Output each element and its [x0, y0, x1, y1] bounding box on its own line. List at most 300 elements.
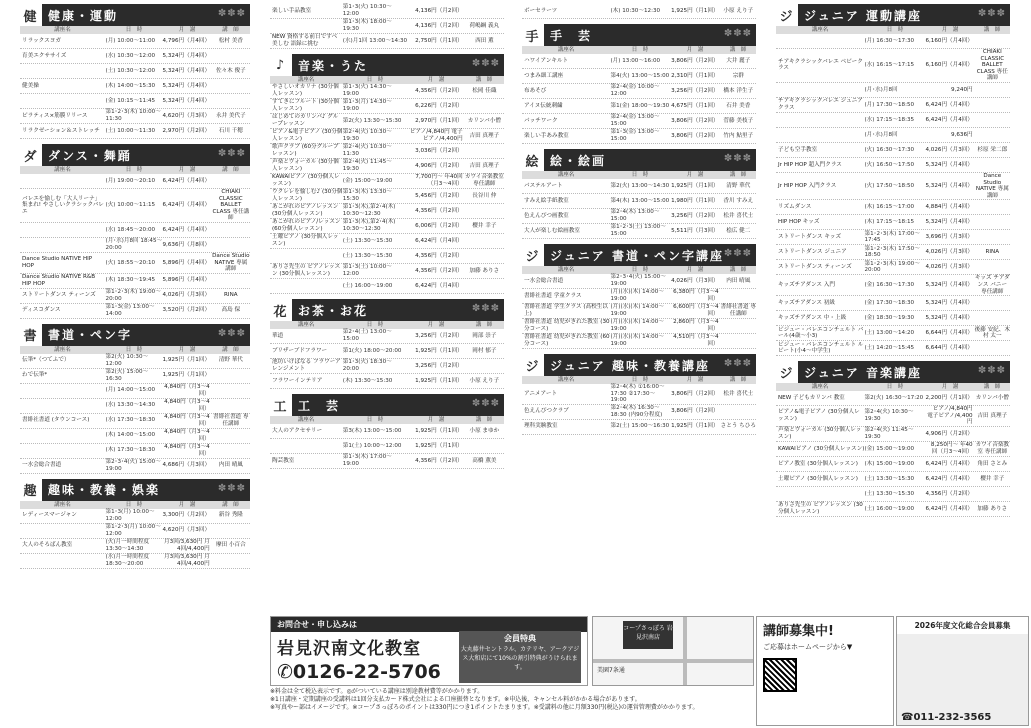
table-header — [522, 266, 756, 274]
course-date: (金) 16:30～17:30 — [864, 281, 915, 288]
table-row — [270, 234, 504, 249]
course-date: 第2(火) 13:00～14:30 — [610, 182, 670, 189]
table-row — [522, 129, 756, 144]
course-inst: 西田 薫 — [475, 37, 494, 44]
header-inst: 講 師 — [222, 27, 239, 33]
course-date: 第2(火) 13:30～15:30 — [342, 117, 402, 124]
course-inst: カリンバ小僧 — [467, 117, 501, 124]
decor-icon: ✽✽✽ — [471, 398, 500, 409]
course-name: リラックスヨガ — [22, 37, 61, 44]
course-date: 第1･2･3(木) 19:00～20:00 — [864, 260, 920, 274]
member-flyer — [896, 616, 1029, 726]
course-fee: 3,256円（月2回） — [671, 212, 719, 219]
course-section — [270, 394, 504, 469]
course-date: 第1(火) 18:00～20:00 — [342, 347, 402, 354]
course-date: (月･水)月8回 — [864, 131, 898, 138]
table-row — [776, 98, 1010, 113]
section-header — [20, 324, 250, 346]
table-row — [776, 215, 1010, 230]
course-fee: 2,970円（月2回） — [162, 127, 211, 134]
recruit-box — [756, 616, 894, 726]
course-name: ピアノ&電子ピアノ (30分個人レッスン) — [778, 409, 860, 423]
course-section — [522, 24, 756, 144]
course-fee: 5,456円（月2回） — [415, 192, 463, 199]
course-fee: 6,424円（月4回） — [162, 202, 211, 209]
section-icon: 花 — [270, 299, 292, 321]
table-row — [20, 94, 250, 109]
table-row — [522, 99, 756, 114]
course-fee: 4,356円（月2回） — [925, 490, 973, 497]
course-date: (水) 13:30～14:30 — [105, 402, 156, 409]
phone-number[interactable]: ✆0126-22-5706 — [277, 661, 441, 683]
table-row — [20, 49, 250, 64]
table-row — [522, 384, 756, 405]
course-date: (土) 13:00～14:20 — [864, 329, 915, 336]
course-name: 楽しい手あみ教室 — [524, 132, 569, 139]
section-title: 健康・運動 — [48, 8, 119, 23]
course-inst: 書緋社書道 専任講師 — [720, 304, 756, 317]
course-date: 第2･4(木) 16:30～18:30 (内90分程度) — [610, 405, 663, 418]
section-header — [776, 4, 1010, 26]
course-inst: 香川 すみえ — [723, 197, 754, 204]
header-inst: 講 師 — [475, 77, 493, 83]
table-row — [522, 420, 756, 435]
course-inst: 内田 晴風 — [726, 277, 751, 284]
table-row — [522, 194, 756, 209]
course-inst: Dance Studio NATIVE 専属講師 — [212, 252, 250, 273]
course-fee: 4,840円（月3～4回） — [164, 429, 210, 442]
course-fee: 4,356円（月2回） — [415, 207, 463, 214]
course-fee: 1,925円（月1回） — [162, 357, 211, 364]
course-name: ストリートダンス ティーンズ — [778, 264, 852, 271]
course-inst: 角田 さとみ — [977, 460, 1008, 467]
course-name: キッズチアダンス 中・上級 — [778, 314, 847, 321]
decor-icon: ✽✽✽ — [723, 248, 752, 259]
course-name: 大人のそろばん教室 — [22, 542, 73, 549]
course-name: やさしいオカリナ (30分個人レッスン) — [272, 84, 339, 97]
course-fee: 4,356円（月2回） — [415, 267, 463, 274]
table-row — [522, 405, 756, 420]
section-header — [20, 479, 250, 501]
course-fee: ピアノ/4,840円 電子ピアノ/4,400円 — [409, 129, 463, 142]
course-name: 歌声クラブ (60分グループレッスン) — [272, 144, 339, 157]
course-inst: 清野 華代 — [726, 182, 751, 189]
course-inst: 松井 喜代士 — [723, 390, 754, 397]
table-header — [20, 166, 250, 174]
course-date: (火) 17:50～18:50 — [864, 182, 915, 189]
course-name: ビジュー・バレエコンチェルト バール(4歳～小3) — [778, 326, 864, 340]
course-name: パッチワーク — [524, 117, 558, 124]
header-name: 講座名 — [557, 47, 575, 53]
table-row — [270, 19, 504, 34]
table-row — [20, 34, 250, 49]
table-header — [20, 346, 250, 354]
table-row — [20, 384, 250, 399]
table-row — [20, 459, 250, 474]
course-date: (火) 16:30～17:30 — [864, 146, 915, 153]
section-icon: ジ — [776, 4, 798, 26]
course-name: KAWAIピアノ (30分個人レッスン) — [778, 445, 865, 452]
course-fee: 6,424円（月4回） — [925, 460, 973, 467]
course-date: (土) 13:30～15:30 — [342, 252, 393, 259]
table-row — [522, 209, 756, 224]
course-date: 第1･3(木) 18:00～19:30 — [342, 19, 392, 32]
course-name: 土曜ピアノ (30分個人レッスン) — [272, 234, 339, 247]
course-fee: 5,324円（月4回） — [925, 182, 973, 189]
course-fee: 5,324円（月4回） — [925, 299, 973, 306]
course-fee: 3,696円（月3回） — [925, 234, 973, 241]
course-inst: 後藤 安紀、木村 太一 — [974, 326, 1010, 340]
course-date: (土) 16:00～19:00 — [864, 505, 915, 512]
course-fee: 1,925円（月1回） — [671, 423, 719, 430]
column — [776, 4, 1010, 522]
course-fee: 6,006円（月2回） — [415, 222, 463, 229]
course-date: (土) 13:30～15:30 — [342, 237, 393, 244]
course-fee: 4,906円（月2回） — [415, 162, 463, 169]
course-section — [20, 479, 250, 569]
course-inst: CHIAKI CLASSIC BALLET CLASS 専任講師 — [976, 49, 1008, 82]
course-fee: 1,925円（月1回） — [162, 372, 211, 379]
header-name: 講座名 — [54, 346, 71, 353]
course-section — [522, 244, 756, 349]
course-fee: 5,324円（月4回） — [925, 281, 973, 288]
table-row — [20, 253, 250, 274]
course-fee: 6,226円（月2回） — [415, 102, 463, 109]
course-name: 書緋社書道 学童クラス — [524, 292, 582, 299]
table-row — [522, 69, 756, 84]
table-header — [20, 501, 250, 509]
course-fee: 4,026円（月3回） — [925, 249, 973, 256]
table-row — [270, 439, 504, 454]
section-icon: ♪ — [270, 54, 292, 76]
table-row — [20, 539, 250, 554]
header-date: 日 時 — [631, 267, 649, 273]
course-date: (月)(水)(木) 14:00～19:00 — [610, 289, 664, 302]
course-name: ストリートダンス ティーンズ — [22, 292, 96, 299]
table-row — [776, 296, 1010, 311]
course-inst: 清野 華代 — [218, 357, 243, 364]
table-header — [522, 376, 756, 384]
course-date: (木) 14:00～15:30 — [105, 82, 156, 89]
course-fee: 5,896円（月4回） — [162, 259, 211, 266]
course-inst: 小原 まゆか — [469, 427, 500, 434]
course-date: 第2･4(金) 10:00～12:00 — [610, 84, 660, 97]
course-fee: 3,256円（月2回） — [415, 332, 463, 339]
header-fee: 月 謝 — [941, 27, 959, 33]
course-date: (月) 16:30～17:30 — [864, 37, 915, 44]
note-line: ※写真やー部はイメージです。※コープさっぽろのポイントは330円につき1ポイントたまります。※受講料の他に月額330円(税込)の運営管理費がかかります。 — [270, 704, 699, 711]
course-date: 第2(火) 16:30～17:20 — [864, 394, 924, 401]
course-date: 第1･2･3(木) 19:00～20:00 — [105, 289, 161, 302]
table-row — [776, 49, 1010, 83]
course-date: 第1･3(木),第2･4(木) 10:30～12:30 — [342, 219, 396, 232]
course-inst: 加藤 ありさ — [469, 267, 500, 274]
section-title: ジュニア 音楽講座 — [804, 365, 922, 380]
table-row — [776, 341, 1010, 356]
course-inst: 長谷川 仲 — [472, 192, 497, 199]
table-row — [270, 424, 504, 439]
table-row — [776, 113, 1010, 128]
course-fee: 3,036円（月2回） — [415, 147, 463, 154]
course-fee: 3,806円（月2回） — [671, 57, 719, 64]
table-row — [20, 554, 250, 569]
course-name: ピアノ教室 (30分個人レッスン) — [778, 460, 858, 467]
course-date: 第1･3(月) 14:30～19:00 — [342, 99, 392, 112]
course-inst: 高島 保 — [221, 307, 241, 314]
header-fee: 月 謝 — [686, 267, 704, 273]
course-inst: さとう ちひろ — [720, 423, 756, 430]
course-date: (木) 13:30～15:30 — [342, 377, 393, 384]
course-fee: 4,356円（月2回） — [415, 252, 463, 259]
course-fee: 6,644円（月4回） — [925, 329, 973, 336]
decor-icon: ✽✽✽ — [471, 58, 500, 69]
table-row — [20, 429, 250, 444]
course-inst: 書緋社書道 専任講師 — [213, 414, 249, 427]
table-row — [20, 274, 250, 289]
course-date: (火) 10:00～11:15 — [105, 202, 156, 209]
course-date: (金) 18:30～19:30 — [864, 314, 915, 321]
table-row — [270, 34, 504, 49]
school-name: 岩見沢南文化教室 — [277, 639, 421, 659]
course-name: ストリートダンス ジュニア — [778, 249, 847, 256]
decor-icon: ✽✽✽ — [723, 153, 752, 164]
table-row — [522, 304, 756, 319]
header-date: 日 時 — [125, 501, 143, 508]
header-fee: 月 謝 — [427, 77, 445, 83]
course-name: 健美操 — [22, 82, 39, 89]
table-row — [776, 200, 1010, 215]
header-date: 日 時 — [886, 27, 904, 33]
course-name: Jr HIP HOP 入門クラス — [778, 182, 837, 189]
course-date: (月･水)月8回 18:45～20:00 — [105, 238, 163, 251]
section-icon: 工 — [270, 394, 292, 416]
course-name: リラクゼーション＆ストレッチ — [22, 127, 100, 134]
course-inst: 桧広 健二 — [726, 227, 751, 234]
section-header — [522, 244, 756, 266]
table-row — [20, 109, 250, 124]
course-fee: 7,700円～ 年40回（月3～4回） — [415, 174, 463, 187]
course-date: (土) 13:30～15:30 — [864, 475, 915, 482]
course-name: チアキクラシックバレエ ジュニアクラス — [778, 98, 863, 111]
course-date: 第2･4(木) ①16:00～17:30 ②17:30～19:00 — [610, 384, 665, 404]
table-row — [776, 502, 1010, 517]
section-header — [522, 24, 756, 46]
decor-icon: ✽✽✽ — [977, 8, 1006, 19]
map-store-label: コープさっぽろ 岩見沢南店 — [623, 621, 673, 649]
table-row — [776, 311, 1010, 326]
table-row — [20, 238, 250, 253]
course-date: (土) 13:30～15:30 — [864, 490, 915, 497]
course-name: キッズチアダンス 初級 — [778, 299, 835, 306]
course-inst: 吉田 真理子 — [469, 132, 500, 139]
table-header — [776, 26, 1010, 34]
header-name: 講座名 — [54, 27, 71, 33]
course-name: Jr HIP HOP 超入門クラス — [778, 161, 842, 168]
course-section — [522, 149, 756, 239]
section-icon: ジ — [522, 244, 544, 266]
header-inst: 講 師 — [475, 322, 493, 328]
table-row — [776, 260, 1010, 275]
course-fee: 6,424円（月4回） — [925, 505, 973, 512]
table-row — [776, 427, 1010, 442]
table-row — [270, 4, 504, 19]
course-inst: 松井 喜代士 — [723, 212, 754, 219]
table-row — [270, 159, 504, 174]
course-date: (月) 10:00～11:00 — [105, 37, 156, 44]
course-date: 第2･4(火) 10:30～19:30 — [342, 129, 392, 142]
course-date: 第1･3(木) 17:00～19:00 — [342, 454, 392, 467]
table-row — [20, 444, 250, 459]
qr-code-icon[interactable] — [763, 658, 797, 692]
course-inst: CHIAKI CLASSIC BALLET CLASS 専任講師 — [212, 189, 250, 222]
header-name: 講座名 — [557, 377, 575, 383]
table-row — [20, 354, 250, 369]
course-fee: 3,256円（月2回） — [415, 362, 463, 369]
course-fee: 6,600円（月3～4回） — [673, 304, 719, 317]
decor-icon: ✽✽✽ — [471, 303, 500, 314]
course-fee: 2,970円（月1回） — [415, 117, 463, 124]
table-row — [20, 174, 250, 189]
course-name: 書緋社書道 (タウンコース) — [22, 417, 90, 424]
course-inst: 石川 千穂 — [218, 127, 243, 134]
course-inst: 石井 美香 — [726, 102, 751, 109]
section-header — [270, 299, 504, 321]
course-name: 育美エクササイズ — [22, 52, 67, 59]
header-date: 日 時 — [125, 27, 143, 33]
course-fee: 1,925円（月1回） — [671, 7, 719, 14]
course-name: 大人が楽しむ絵画教室 — [524, 227, 580, 234]
course-fee: 6,380円（月3～4回） — [673, 289, 719, 302]
header-fee: 月 謝 — [941, 384, 959, 391]
course-inst: Dance Studio NATIVE 専属講師 — [975, 172, 1009, 199]
course-inst: 菅藤 美枝子 — [723, 117, 754, 124]
section-header — [270, 54, 504, 76]
course-fee: 4,620円（月3回） — [162, 112, 211, 119]
header-date: 日 時 — [125, 346, 143, 353]
course-inst: 加藤 ありさ — [977, 505, 1008, 512]
section-header — [522, 354, 756, 376]
table-row — [522, 289, 756, 304]
table-row — [20, 79, 250, 94]
header-inst: 講 師 — [222, 346, 239, 353]
course-inst: RINA — [224, 292, 238, 299]
course-inst: RINA — [985, 249, 1000, 256]
course-name: 書緋社書道 幼児がきれた教室 (60分コース) — [524, 334, 610, 347]
section-header — [522, 149, 756, 171]
course-fee: 3,256円（月2回） — [671, 87, 719, 94]
course-date: 第2･4(火) 11:45～19:30 — [864, 427, 914, 440]
table-row — [776, 406, 1010, 427]
course-inst: カワイ音楽教室 専任講師 — [975, 442, 1009, 455]
table-row — [522, 84, 756, 99]
course-date: (金) 15:00～19:00 — [342, 177, 393, 184]
table-row — [776, 457, 1010, 472]
course-inst: 永井 美代子 — [215, 112, 246, 119]
course-name: 理科実験教室 — [524, 423, 558, 430]
header-date: 日 時 — [366, 417, 384, 423]
course-date: (水) 18:45～20:00 — [105, 226, 156, 233]
course-inst: 吉田 真理子 — [977, 412, 1008, 419]
course-date: (金) 15:00～19:00 — [864, 445, 915, 452]
course-date: 第2･4(火) 10:30～11:30 — [342, 144, 392, 157]
course-fee: 3,520円（月2回） — [162, 307, 211, 314]
header-name: 講座名 — [557, 267, 575, 273]
table-header — [776, 383, 1010, 391]
course-date: (火) 18:55～20:10 — [105, 259, 156, 266]
course-inst: 吉田 真理子 — [469, 162, 500, 169]
course-section — [20, 324, 250, 474]
course-section — [270, 4, 504, 49]
course-name: すてきにフルート (30分個人レッスン) — [272, 99, 339, 112]
table-row — [776, 442, 1010, 457]
course-date: (月)(水)(木) 14:00～19:00 — [610, 319, 664, 332]
course-date: (木) 17:30～18:30 — [105, 447, 156, 454]
course-date: (木) 14:00～15:00 — [105, 432, 156, 439]
course-fee: 5,511円（月3回） — [671, 227, 719, 234]
section-header — [20, 4, 250, 26]
course-fee: 4,840円（月3～4回） — [164, 414, 210, 427]
section-header — [20, 144, 250, 166]
course-inst: カリンバ小僧 — [975, 394, 1009, 401]
course-date: 第2･4(木) 13:00～15:00 — [610, 209, 660, 222]
course-name: 土曜ピアノ (30分個人レッスン) — [778, 475, 858, 482]
table-row — [776, 128, 1010, 143]
section-icon: 絵 — [522, 149, 544, 171]
course-fee: 4,356円（月2回） — [415, 87, 463, 94]
course-fee: 4,356円（月2回） — [415, 457, 463, 464]
course-inst: 宗群 — [732, 72, 744, 79]
course-section — [270, 299, 504, 389]
course-name: NEW 資格する前日ですべ美しむ 語録に挑む — [272, 34, 338, 47]
header-inst: 講 師 — [475, 417, 493, 423]
course-date: 第1･3(火) 18:30～20:00 — [342, 359, 392, 372]
course-inst: 摩田 小百合 — [215, 542, 246, 549]
course-date: (土) 14:20～15:45 — [864, 344, 915, 351]
course-section — [20, 144, 250, 319]
course-inst: 岡部 崇子 — [472, 332, 497, 339]
header-fee: 月 謝 — [686, 47, 704, 53]
course-fee: 5,324円（月4回） — [162, 82, 211, 89]
table-row — [20, 223, 250, 238]
section-title: ダンス・舞踊 — [48, 148, 132, 163]
table-row — [522, 319, 756, 334]
course-name: ディスコダンス — [22, 307, 61, 314]
course-fee: 3,806円（月2回） — [671, 390, 719, 397]
flyer-title: 2026年度文化総合会員募集 — [897, 617, 1028, 634]
course-date: (木) 16:15～17:00 — [864, 204, 915, 211]
course-section — [270, 54, 504, 294]
course-name: あこがれのピアノ/レッスン (60分個人レッスン) — [272, 219, 341, 232]
header-fee: 月 謝 — [427, 417, 445, 423]
course-name: KAWAIピアノ (30分個人レッスン) — [272, 174, 340, 187]
course-fee: 4,136円（月2回） — [415, 22, 463, 29]
course-inst: 杉原 栄二郎 — [977, 146, 1008, 153]
course-inst: キッズ チアダンス バニー 専任講師 — [974, 275, 1010, 295]
section-title: 工 芸 — [298, 398, 341, 413]
table-row — [522, 224, 756, 239]
table-row — [270, 279, 504, 294]
course-name: ピアノ&電子ピアノ (30分個人レッスン) — [272, 129, 343, 142]
course-fee: 4,026円（月3回） — [671, 277, 719, 284]
course-name: つまみ細工講座 — [524, 72, 564, 79]
course-fee: 1,925円（月1回） — [415, 347, 463, 354]
course-date: 第2･3･4(火) 15:00～19:00 — [105, 459, 161, 472]
course-inst: 大井 麗子 — [726, 57, 751, 64]
course-fee: 5,324円（月4回） — [162, 97, 211, 104]
course-date: (木) 15:00～19:00 — [864, 460, 915, 467]
course-name: リズムダンス — [778, 204, 812, 211]
course-name: 色えんぴつクラブ — [524, 408, 569, 415]
